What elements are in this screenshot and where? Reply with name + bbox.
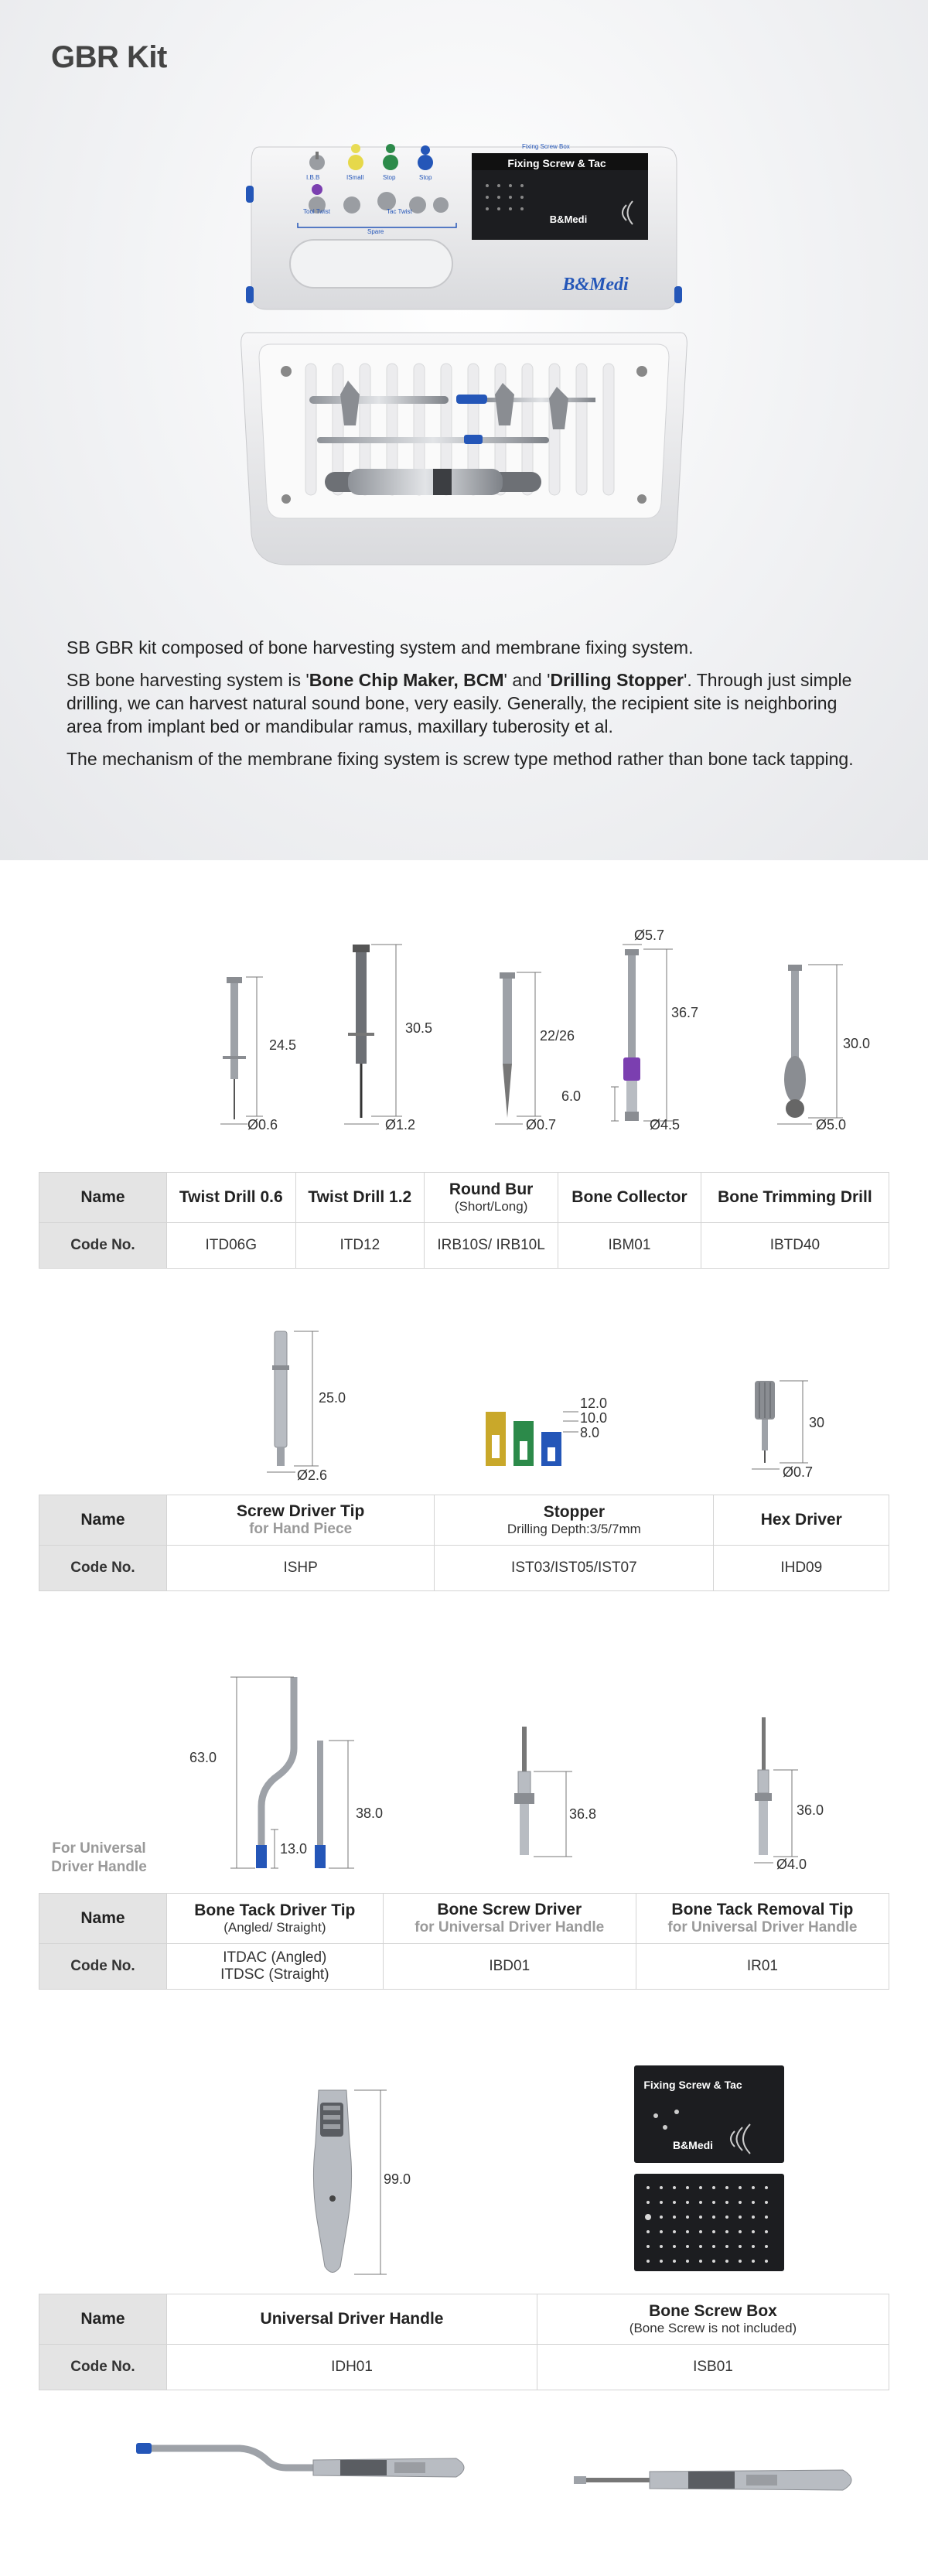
- item-twist-drill-06: Twist Drill 0.6: [167, 1173, 296, 1223]
- svg-text:Tool Twist: Tool Twist: [303, 208, 330, 215]
- item-bone-tack-driver-tip: Bone Tack Driver Tip (Angled/ Straight): [167, 1894, 384, 1944]
- svg-text:Fixing Screw & Tac: Fixing Screw & Tac: [643, 2079, 742, 2091]
- svg-text:B&Medi: B&Medi: [549, 214, 588, 225]
- code-cell: IBTD40: [701, 1223, 889, 1269]
- item-stopper: Stopper Drilling Depth:3/5/7mm: [435, 1495, 714, 1546]
- svg-text:Ø2.6: Ø2.6: [297, 1467, 328, 1483]
- intro-paragraph-3: The mechanism of the membrane fixing system is screw type method rather than bone tack tapping.: [67, 749, 854, 769]
- item-bone-collector: Bone Collector: [558, 1173, 701, 1223]
- code-cell: IR01: [636, 1944, 889, 1990]
- item-bone-trimming-drill: Bone Trimming Drill: [701, 1173, 889, 1223]
- gbr-kit-image: [232, 132, 696, 580]
- assembled-screw-driver-image: [572, 2456, 866, 2510]
- svg-text:ISmall: ISmall: [346, 174, 364, 181]
- svg-text:Ø5.0: Ø5.0: [816, 1117, 847, 1133]
- svg-text:Ø0.7: Ø0.7: [526, 1117, 557, 1133]
- name-header: Name: [39, 1495, 167, 1546]
- svg-text:B&Medi: B&Medi: [672, 2139, 714, 2151]
- section2-table: [39, 1495, 889, 1591]
- svg-text:10.0: 10.0: [580, 1410, 608, 1426]
- svg-text:63.0: 63.0: [189, 1750, 217, 1765]
- stopper-image: [486, 1412, 578, 1466]
- code-cell: IST03/IST05/IST07: [435, 1546, 714, 1591]
- code-cell: ITD06G: [167, 1223, 296, 1269]
- svg-text:Stop: Stop: [383, 174, 396, 181]
- svg-text:Ø5.7: Ø5.7: [634, 928, 665, 943]
- code-cell: IBD01: [383, 1944, 636, 1990]
- name-header: Name: [39, 1894, 167, 1944]
- bone-screw-driver-image: [514, 1727, 572, 1857]
- bone-screw-box-image: [634, 2065, 784, 2271]
- item-screw-driver-tip: Screw Driver Tip for Hand Piece: [167, 1495, 435, 1546]
- intro-text: [67, 636, 863, 780]
- svg-text:30.5: 30.5: [405, 1020, 433, 1036]
- svg-text:22/26: 22/26: [540, 1028, 575, 1044]
- code-header: Code No.: [39, 2345, 167, 2390]
- hero-section: [0, 0, 928, 860]
- code-cell: IBM01: [558, 1223, 701, 1269]
- round-bur-image: [495, 972, 541, 1124]
- svg-text:Ø0.7: Ø0.7: [783, 1464, 814, 1480]
- svg-text:30: 30: [809, 1415, 825, 1430]
- svg-text:Ø4.5: Ø4.5: [650, 1117, 681, 1133]
- intro-paragraph-1: SB GBR kit composed of bone harvesting system and membrane fixing system.: [67, 637, 694, 658]
- assembled-tack-driver-image: [131, 2437, 479, 2506]
- svg-text:36.7: 36.7: [671, 1005, 699, 1020]
- code-cell: ITDAC (Angled) ITDSC (Straight): [167, 1944, 384, 1990]
- svg-text:Fixing Screw Box: Fixing Screw Box: [522, 143, 570, 150]
- code-cell: IRB10S/ IRB10L: [425, 1223, 558, 1269]
- code-cell: ISHP: [167, 1546, 435, 1591]
- code-cell: IHD09: [714, 1546, 889, 1591]
- svg-text:I.B.B: I.B.B: [306, 174, 320, 181]
- svg-text:8.0: 8.0: [580, 1425, 600, 1440]
- code-header: Code No.: [39, 1944, 167, 1990]
- svg-text:B&Medi: B&Medi: [562, 275, 629, 295]
- twist-drill-12-image: [344, 945, 402, 1124]
- code-header: Code No.: [39, 1223, 167, 1269]
- svg-text:36.8: 36.8: [569, 1806, 597, 1822]
- universal-driver-handle-image: [313, 2090, 387, 2274]
- intro-paragraph-2: SB bone harvesting system is 'Bone Chip Maker, BCM' and 'Drilling Stopper'. Through just simple drilling, we can harvest natural sound bone, very easily. Generally, the recipient site is neighboring area from implant bed or mandibular ramus, maxillary tuberosity et al.: [67, 670, 852, 736]
- svg-text:Spare: Spare: [367, 228, 384, 235]
- code-header: Code No.: [39, 1546, 167, 1591]
- item-bone-tack-removal-tip: Bone Tack Removal Tip for Universal Driver Handle: [636, 1894, 889, 1944]
- svg-text:99.0: 99.0: [384, 2171, 411, 2187]
- name-header: Name: [39, 1173, 167, 1223]
- svg-text:24.5: 24.5: [269, 1037, 297, 1053]
- section4-figures: [0, 2058, 928, 2282]
- section1-figures: [0, 924, 928, 1141]
- name-header: Name: [39, 2294, 167, 2345]
- item-round-bur: Round Bur (Short/Long): [425, 1173, 558, 1223]
- item-hex-driver: Hex Driver: [714, 1495, 889, 1546]
- svg-text:Ø0.6: Ø0.6: [247, 1117, 278, 1133]
- bone-trimming-drill-image: [777, 965, 843, 1124]
- screw-driver-tip-image: [267, 1331, 319, 1472]
- svg-text:38.0: 38.0: [356, 1806, 384, 1821]
- section3-table: [39, 1893, 889, 1990]
- bone-collector-image: [611, 945, 673, 1121]
- item-universal-driver-handle: Universal Driver Handle: [167, 2294, 537, 2345]
- svg-text:Ø1.2: Ø1.2: [385, 1117, 416, 1133]
- bone-tack-removal-tip-image: [754, 1717, 798, 1863]
- code-cell: ISB01: [537, 2345, 889, 2390]
- hex-driver-image: [752, 1381, 808, 1469]
- svg-text:13.0: 13.0: [280, 1841, 308, 1857]
- svg-text:Ø4.0: Ø4.0: [776, 1857, 807, 1872]
- section1-table: [39, 1172, 889, 1269]
- universal-driver-side-label: For Universal Driver Handle: [51, 1840, 147, 1875]
- svg-text:Stop: Stop: [419, 174, 432, 181]
- bone-tack-driver-tip-image: [230, 1677, 354, 1868]
- item-bone-screw-box: Bone Screw Box (Bone Screw is not included): [537, 2294, 889, 2345]
- page-title: GBR Kit: [51, 40, 167, 74]
- section2-figures: [0, 1319, 928, 1497]
- twist-drill-06-image: [220, 977, 263, 1124]
- svg-text:36.0: 36.0: [797, 1802, 824, 1818]
- section4-table: [39, 2294, 889, 2390]
- code-cell: IDH01: [167, 2345, 537, 2390]
- svg-text:12.0: 12.0: [580, 1396, 608, 1411]
- item-twist-drill-12: Twist Drill 1.2: [295, 1173, 425, 1223]
- svg-text:Tac Twist: Tac Twist: [387, 208, 412, 215]
- svg-text:30.0: 30.0: [843, 1036, 871, 1051]
- code-cell: ITD12: [295, 1223, 425, 1269]
- svg-text:6.0: 6.0: [561, 1088, 582, 1104]
- svg-text:25.0: 25.0: [319, 1390, 346, 1406]
- item-bone-screw-driver: Bone Screw Driver for Universal Driver Handle: [383, 1894, 636, 1944]
- svg-text:Fixing Screw & Tac: Fixing Screw & Tac: [507, 157, 606, 169]
